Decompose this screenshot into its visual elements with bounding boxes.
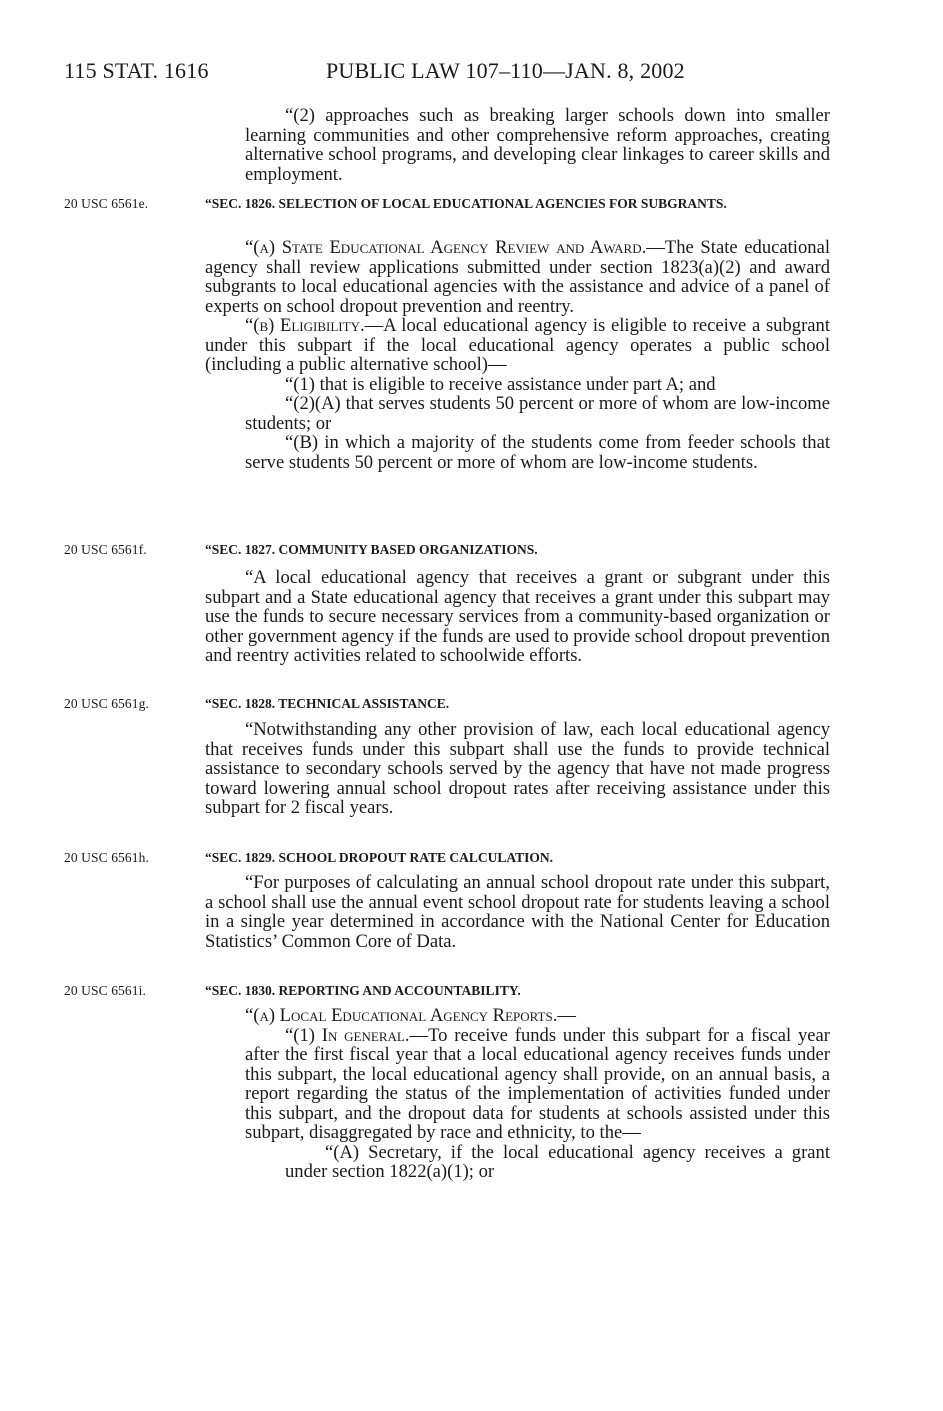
paragraph-b1: “(1) that is eligible to receive assistance under part A; and: [285, 373, 716, 395]
section-heading-text: “SEC. 1830. REPORTING AND ACCOUNTABILITY.: [205, 983, 521, 998]
subsection-a: [205, 238, 830, 316]
margin-note-6561i: 20 USC 6561i.: [64, 983, 146, 998]
section-1829-heading: [205, 848, 830, 867]
subparagraph-A: “(A) Secretary, if the local educational agency receives a grant under section 1822(a)(1); or: [285, 1141, 830, 1182]
paragraph-approaches: [245, 106, 830, 184]
section-1830-heading: [205, 981, 830, 1000]
section-1830-body: [205, 1006, 830, 1182]
subsection-b: [205, 316, 830, 375]
section-heading-text: “SEC. 1829. SCHOOL DROPOUT RATE CALCULATION.: [205, 850, 554, 865]
subsection-a-text: —The State educational agency shall review applications submitted under section 1823(a)(2) and award subgrants to local educational agencies with the assistance and advice of a panel of experts on school dropout prevention and reentry.: [205, 237, 830, 317]
page-header: [64, 58, 764, 86]
section-heading-text: “SEC. 1828. TECHNICAL ASSISTANCE.: [205, 696, 450, 711]
section-1826-heading: [205, 194, 830, 213]
section-1827-heading: [205, 540, 830, 559]
paragraph-a1: [205, 1026, 830, 1143]
paragraph-b2A: “(2)(A) that serves students 50 percent or more of whom are low-income students; or: [245, 393, 830, 434]
section-1827-body: [205, 568, 830, 666]
section-heading-text: “SEC. 1826. SELECTION OF LOCAL EDUCATIONAL AGENCIES FOR SUBGRANTS.: [205, 196, 727, 211]
section-1828-heading: [205, 694, 830, 713]
section-1827-text: “A local educational agency that receives a grant or subgrant under this subpart and a State educational agency that receives a grant under this subpart may use the funds to secure necessary services from a community-based organization or other government agency if the funds are used to provide school dropout prevention and reentry activities related to schoolwide efforts.: [205, 567, 830, 666]
paragraph-a1-text: —To receive funds under this subpart for a fiscal year after the first fiscal year that a local educational agency receives funds under this subpart, the local educational agency shall provide, on an annual basis, a report regarding the status of the implementation of activities funded under this subpart, and the dropout data for students at schools assisted under this subpart, disaggregated by race and ethnicity, to the—: [245, 1024, 830, 1143]
paragraph-b2B: “(B) in which a majority of the students come from feeder schools that serve students 50 percent or more of whom are low-income students.: [245, 432, 830, 473]
section-1826-body: [205, 238, 830, 472]
subsection-a-reports-label: “(a) Local Educational Agency Reports.: [245, 1005, 558, 1026]
section-1828-body: [205, 720, 830, 818]
margin-note-6561g: 20 USC 6561g.: [64, 696, 149, 711]
subsection-a-label: “(a) State Educational Agency Review and Award.: [245, 237, 647, 258]
paragraph-text: “(2) approaches such as breaking larger schools down into smaller learning communities and other comprehensive reform approaches, creating alternative school programs, and developing clear linkages to career skills and employment.: [245, 105, 830, 185]
subsection-a-reports-dash: —: [557, 1005, 576, 1026]
subsection-b-text: —A local educational agency is eligible to receive a subgrant under this subpart if the local educational agency operates a public school (including a public alternative school)—: [205, 315, 830, 375]
margin-note-6561h: 20 USC 6561h.: [64, 850, 149, 865]
section-1828-text: “Notwithstanding any other provision of law, each local educational agency that receives funds under this subpart shall use the funds to provide technical assistance to secondary schools served by the agency that have not made progress toward lowering annual school dropout rates after receiving assistance under this subpart for 2 fiscal years.: [205, 719, 830, 818]
section-1829-body: [205, 873, 830, 951]
stat-reference: 115 STAT. 1616: [64, 58, 209, 83]
subsection-a-reports: [205, 1006, 830, 1026]
section-1829-text: “For purposes of calculating an annual school dropout rate under this subpart, a school shall use the annual event school dropout rate for students leaving a school in a single year determined in accordance with the National Center for Education Statistics’ Common Core of Data.: [205, 872, 830, 952]
section-heading-text: “SEC. 1827. COMMUNITY BASED ORGANIZATIONS.: [205, 542, 538, 557]
margin-note-6561e: 20 USC 6561e.: [64, 196, 149, 211]
subsection-b-label: “(b) Eligibility.: [245, 315, 365, 336]
paragraph-a1-label: “(1) In general.: [285, 1024, 410, 1046]
margin-note-6561f: 20 USC 6561f.: [64, 542, 147, 557]
law-title: PUBLIC LAW 107–110—JAN. 8, 2002: [326, 58, 685, 83]
